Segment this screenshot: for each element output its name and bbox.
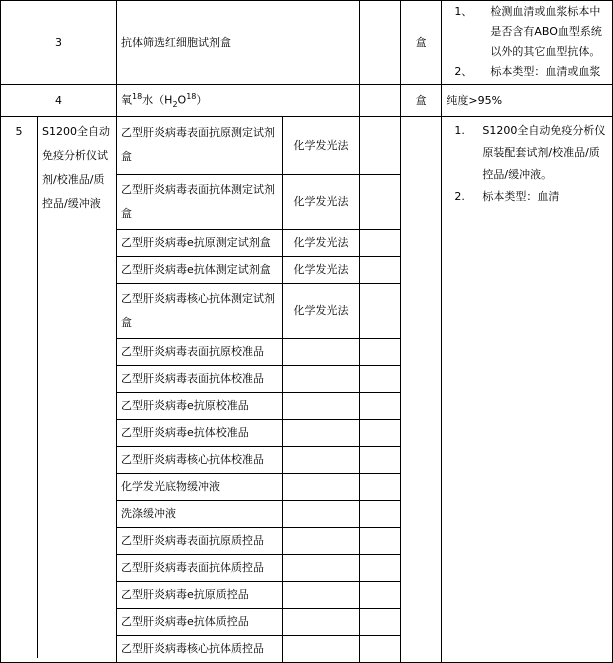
method-cell — [282, 635, 360, 662]
category-text: S1200全自动免疫分析仪试剂/校准品/质控品/缓冲液 — [37, 117, 116, 658]
item-name: 氧$^{18}$水$(H_2O^{18})$ — [116, 85, 359, 117]
table-row — [1, 85, 613, 117]
empty-cell — [360, 338, 400, 365]
item-name: 乙型肝炎病毒表面抗原质控品 — [116, 527, 282, 554]
method-cell — [282, 473, 360, 500]
empty-cell — [360, 85, 400, 117]
method-cell — [282, 392, 360, 419]
empty-cell — [360, 283, 400, 338]
item-name: 乙型肝炎病毒e抗原测定试剂盒 — [116, 229, 282, 256]
empty-cell — [360, 473, 400, 500]
table-row — [1, 116, 613, 174]
method-cell — [282, 446, 360, 473]
item-name: 乙型肝炎病毒e抗原校准品 — [116, 392, 282, 419]
item-name: 乙型肝炎病毒表面抗体质控品 — [116, 554, 282, 581]
item-name: 抗体筛选红细胞试剂盒 — [116, 1, 359, 85]
note-marker: 1. — [454, 123, 465, 137]
item-name: 乙型肝炎病毒表面抗体测定试剂盒 — [116, 174, 282, 229]
method-cell — [282, 338, 360, 365]
note-marker: 2. — [454, 189, 465, 203]
empty-cell — [360, 635, 400, 662]
item-name: 乙型肝炎病毒表面抗原测定试剂盒 — [116, 116, 282, 174]
method-cell: 化学发光法 — [282, 116, 360, 174]
item-name: 乙型肝炎病毒e抗原质控品 — [116, 581, 282, 608]
empty-cell — [360, 527, 400, 554]
method-cell — [282, 527, 360, 554]
note-text: S1200全自动免疫分析仪原装配套试剂/校准品/质控品/缓冲液。 — [482, 123, 606, 181]
empty-cell — [360, 446, 400, 473]
empty-cell — [360, 500, 400, 527]
item-name: 化学发光底物缓冲液 — [116, 473, 282, 500]
empty-cell — [360, 608, 400, 635]
empty-cell — [360, 116, 400, 174]
method-cell — [282, 608, 360, 635]
table-row — [1, 1, 613, 85]
item-name: 乙型肝炎病毒e抗体测定试剂盒 — [116, 256, 282, 283]
empty-cell — [360, 256, 400, 283]
item-name: 乙型肝炎病毒核心抗体质控品 — [116, 635, 282, 662]
row-number: 4 — [1, 85, 117, 117]
note-text: 标本类型：血清或血浆 — [490, 65, 601, 78]
empty-cell — [360, 554, 400, 581]
method-cell — [282, 419, 360, 446]
notes-cell: 纯度>95% — [442, 85, 613, 117]
unit-cell: 盒 — [400, 1, 442, 85]
method-cell: 化学发光法 — [282, 256, 360, 283]
method-cell — [282, 581, 360, 608]
item-name: 乙型肝炎病毒e抗体质控品 — [116, 608, 282, 635]
note-marker: 1、 — [454, 5, 473, 18]
notes-cell — [442, 1, 613, 85]
method-cell — [282, 500, 360, 527]
unit-cell: 盒 — [400, 85, 442, 117]
method-cell: 化学发光法 — [282, 174, 360, 229]
item-name: 乙型肝炎病毒表面抗原校准品 — [116, 338, 282, 365]
empty-cell — [360, 392, 400, 419]
item-name: 洗涤缓冲液 — [116, 500, 282, 527]
item-name: 乙型肝炎病毒核心抗体测定试剂盒 — [116, 283, 282, 338]
empty-cell — [360, 365, 400, 392]
empty-cell — [360, 174, 400, 229]
row-number: 5 — [15, 124, 23, 138]
note-marker: 2、 — [454, 65, 473, 78]
unit-cell — [400, 116, 442, 662]
empty-cell — [360, 1, 400, 85]
note-text: 检测血清或血浆标本中是否含有ABO血型系统以外的其它血型抗体。 — [490, 5, 602, 58]
note-text: 标本类型：血清 — [482, 189, 560, 203]
method-cell — [282, 365, 360, 392]
category-cell — [1, 116, 117, 662]
empty-cell — [360, 581, 400, 608]
method-cell — [282, 554, 360, 581]
item-name: 乙型肝炎病毒核心抗体校准品 — [116, 446, 282, 473]
empty-cell — [360, 419, 400, 446]
item-name: 乙型肝炎病毒e抗体校准品 — [116, 419, 282, 446]
method-cell: 化学发光法 — [282, 283, 360, 338]
row-number: 3 — [1, 1, 117, 85]
method-cell: 化学发光法 — [282, 229, 360, 256]
item-name: 乙型肝炎病毒表面抗体校准品 — [116, 365, 282, 392]
empty-cell — [360, 229, 400, 256]
notes-cell — [442, 116, 613, 662]
